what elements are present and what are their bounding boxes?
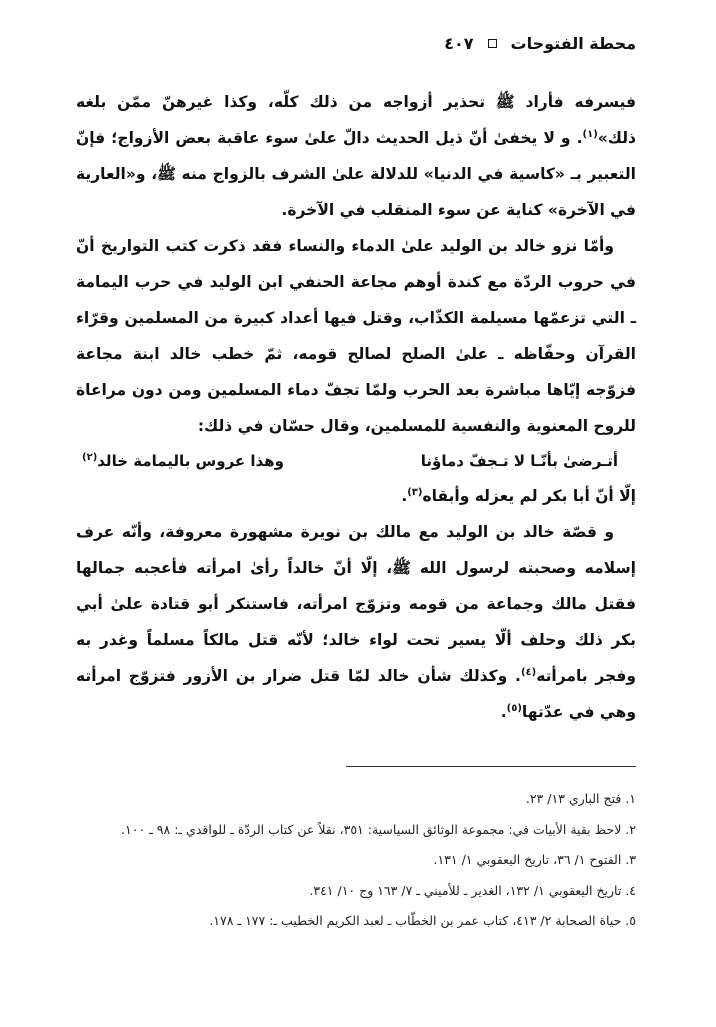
footnote-1: ١. فتح الباري ١٣/ ٢٣. (525, 791, 636, 806)
footnote-ref-4: (٤) (520, 666, 537, 678)
footnotes (66, 784, 636, 937)
footnote-ref-1: (١) (582, 128, 598, 140)
main-text (76, 84, 636, 730)
footnote-ref-5: (٥) (506, 702, 522, 714)
verse-second-hemistich: وهذا عروس باليمامة خالد$^{(٢)}$ (82, 452, 284, 470)
footnote-5: ٥. حياة الصحابة ٢/ ٤١٣، كتاب عمر بن الخطّاب ـ لعبد الكريم الخطيب ـ: ١٧٧ ـ ١٧٨. (209, 913, 636, 928)
running-header (80, 28, 636, 58)
poem-verse (76, 444, 636, 478)
footnote-divider (346, 766, 636, 767)
footnote-4: ٤. تاريخ اليعقوبي ١/ ١٣٢، الغدير ـ للأميني ـ ٧/ ١٦٣ وج ١٠/ ٣٤١. (309, 882, 636, 898)
paragraph-2: وأمّا نزو خالد بن الوليد علىٰ الدماء والنساء فقد ذكرت كتب التواريخ أنّ في حروب الردّة مع كندة أوهم مجاعة الحنفي ابن الوليد في حرب اليمامة ـ التي تزعمّها مسيلمة الكذّاب، وقتل فيها أعداد كبيرة من المسلمين وقرّاء القرآن وحفّاظه ـ علىٰ الصلح لصالح قومه، ثمّ خطب خالد ابنة مجاعة فزوّجه إيّاها مباشرة بعد الحرب ولمّا تجفّ دماء المسلمين ومن دون مراعاة للروح المعنوية والنفسية للمسلمين، وقال حسّان في ذلك: (76, 237, 636, 435)
paragraph-3: إلّا أنّ أبا بكر لم يعزله وأبقاه$^{(٣)}$. (401, 486, 636, 505)
verse-first-hemistich: أتـرضىٰ بأنّـا لا تـجفّ دماؤنا (420, 452, 618, 470)
paragraph-1: فيسرفه فأراد ﷺ تحذير أزواجه من ذلك كلّه، وكذا غيرهنّ ممّن بلغه ذلك»$^{(١)}$. و لا يخفىٰ أنّ ذيل الحديث دالّ علىٰ سوء عاقبة بعض الأزواج؛ فإنّ التعبير بـ «كاسية في الدنيا» للدلالة علىٰ الشرف بالزواج منه ﷺ، و«العارية في الآخرة» كناية عن سوء المنقلب في الآخرة. (76, 93, 636, 219)
footnote-2: ٢. لاحظ بقية الأبيات في: مجموعة الوثائق السياسية: ٣٥١، نقلاً عن كتاب الردّة ـ للواقدي ـ: ٩٨ ـ ١٠٠. (121, 821, 636, 837)
page-number: ٤٠٧ (444, 33, 474, 53)
footnote-3: ٣. الفتوح ١/ ٣٦، تاريخ اليعقوبي ١/ ١٣١. (433, 852, 636, 867)
footnote-ref-3: (٣) (407, 486, 423, 498)
header-title: محطة الفتوحات (510, 33, 636, 53)
paragraph-4: و قصّة خالد بن الوليد مع مالك بن نويرة مشهورة معروفة، وأنّه عرف إسلامه وصحبته لرسول الله ﷺ، إلّا أنّ خالداً رأىٰ امرأته فأعجبه جمالها فقتل مالك وجماعة من قومه وتزوّج امرأته، فاستنكر أبو قتادة علىٰ أبي بكر ذلك وحلف ألّا يسير تحت لواء خالد؛ لأنّه قتل مالكاً مسلماً وغدر به وفجر بامرأته$^{(٤)}$. وكذلك شأن خالد لمّا قتل ضرار بن الأزور فتزوّج امرأته وهي في عدّتها$^{(٥)}$. (76, 523, 636, 721)
square-separator-icon (488, 39, 497, 48)
footnote-ref-2: (٢) (82, 452, 98, 463)
